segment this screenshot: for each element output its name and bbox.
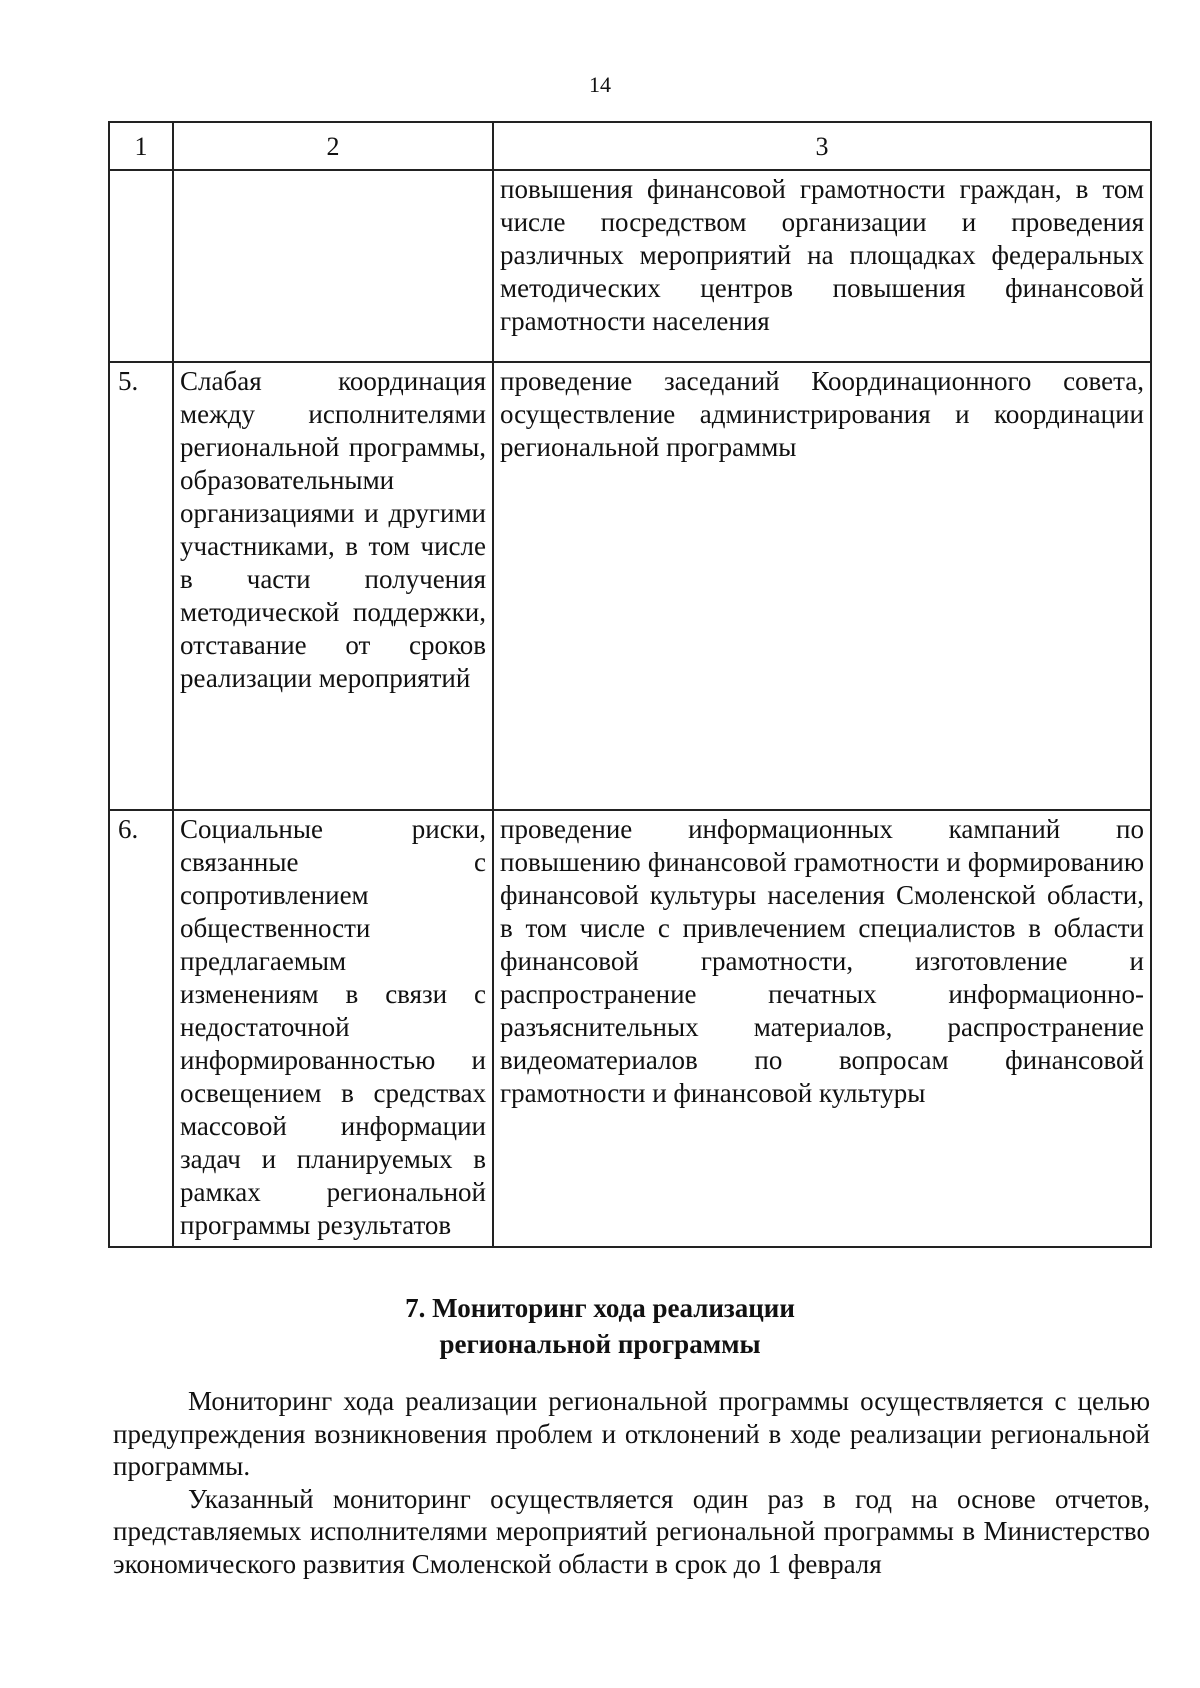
measures-cell: проведение информационных кампаний по повышению финансовой грамотности и формированию финансовой культуры населения Смоленской области, в том числе с привлечением специалистов в области финансовой грамотности, изготовление и распространение печатных информационно-разъяснительных материалов, распространение видеоматериалов по вопросам финансовой грамотности и финансовой культуры bbox=[493, 810, 1151, 1247]
section-body bbox=[113, 1385, 1150, 1580]
section-heading-line-2: региональной программы bbox=[439, 1329, 761, 1359]
paragraph: Мониторинг хода реализации региональной программы осуществляется с целью предупреждения возникновения проблем и отклонений в ходе реализации региональной программы. bbox=[113, 1386, 1150, 1481]
risk-cell: Слабая координация между исполнителями региональной программы, образовательными организациями и другими участниками, в том числе в части получения методической поддержки, отставание от сроков реализации мероприятий bbox=[173, 362, 493, 810]
risk-cell: Социальные риски, связанные с сопротивлением общественности предлагаемым изменениям в связи с недостаточной информированностью и освещением в средствах массовой информации задач и планируемых в рамках региональной программы результатов bbox=[173, 810, 493, 1247]
table-row bbox=[109, 170, 1151, 362]
header-cell-1: 1 bbox=[109, 122, 173, 170]
paragraph: Указанный мониторинг осуществляется один раз в год на основе отчетов, представляемых исполнителями мероприятий региональной программы в Министерство экономического развития Смоленской области в срок до 1 февраля bbox=[113, 1483, 1150, 1579]
table-row bbox=[109, 810, 1151, 1247]
risk-cell bbox=[173, 170, 493, 362]
row-number: 5. bbox=[109, 362, 173, 810]
row-number: 6. bbox=[109, 810, 173, 1247]
header-cell-2: 2 bbox=[173, 122, 493, 170]
table-row bbox=[109, 362, 1151, 810]
page-number: 14 bbox=[589, 72, 611, 97]
section-heading-line-1: 7. Мониторинг хода реализации bbox=[405, 1293, 795, 1323]
table-header-row bbox=[109, 122, 1151, 170]
measures-cell: проведение заседаний Координационного совета, осуществление администрирования и координации региональной программы bbox=[493, 362, 1151, 810]
header-cell-3: 3 bbox=[493, 122, 1151, 170]
measures-cell: повышения финансовой грамотности граждан, в том числе посредством организации и проведения различных мероприятий на площадках федеральных методических центров повышения финансовой грамотности населения bbox=[493, 170, 1151, 362]
risks-table bbox=[108, 121, 1152, 1248]
row-number bbox=[109, 170, 173, 362]
section-heading bbox=[0, 1290, 1200, 1362]
